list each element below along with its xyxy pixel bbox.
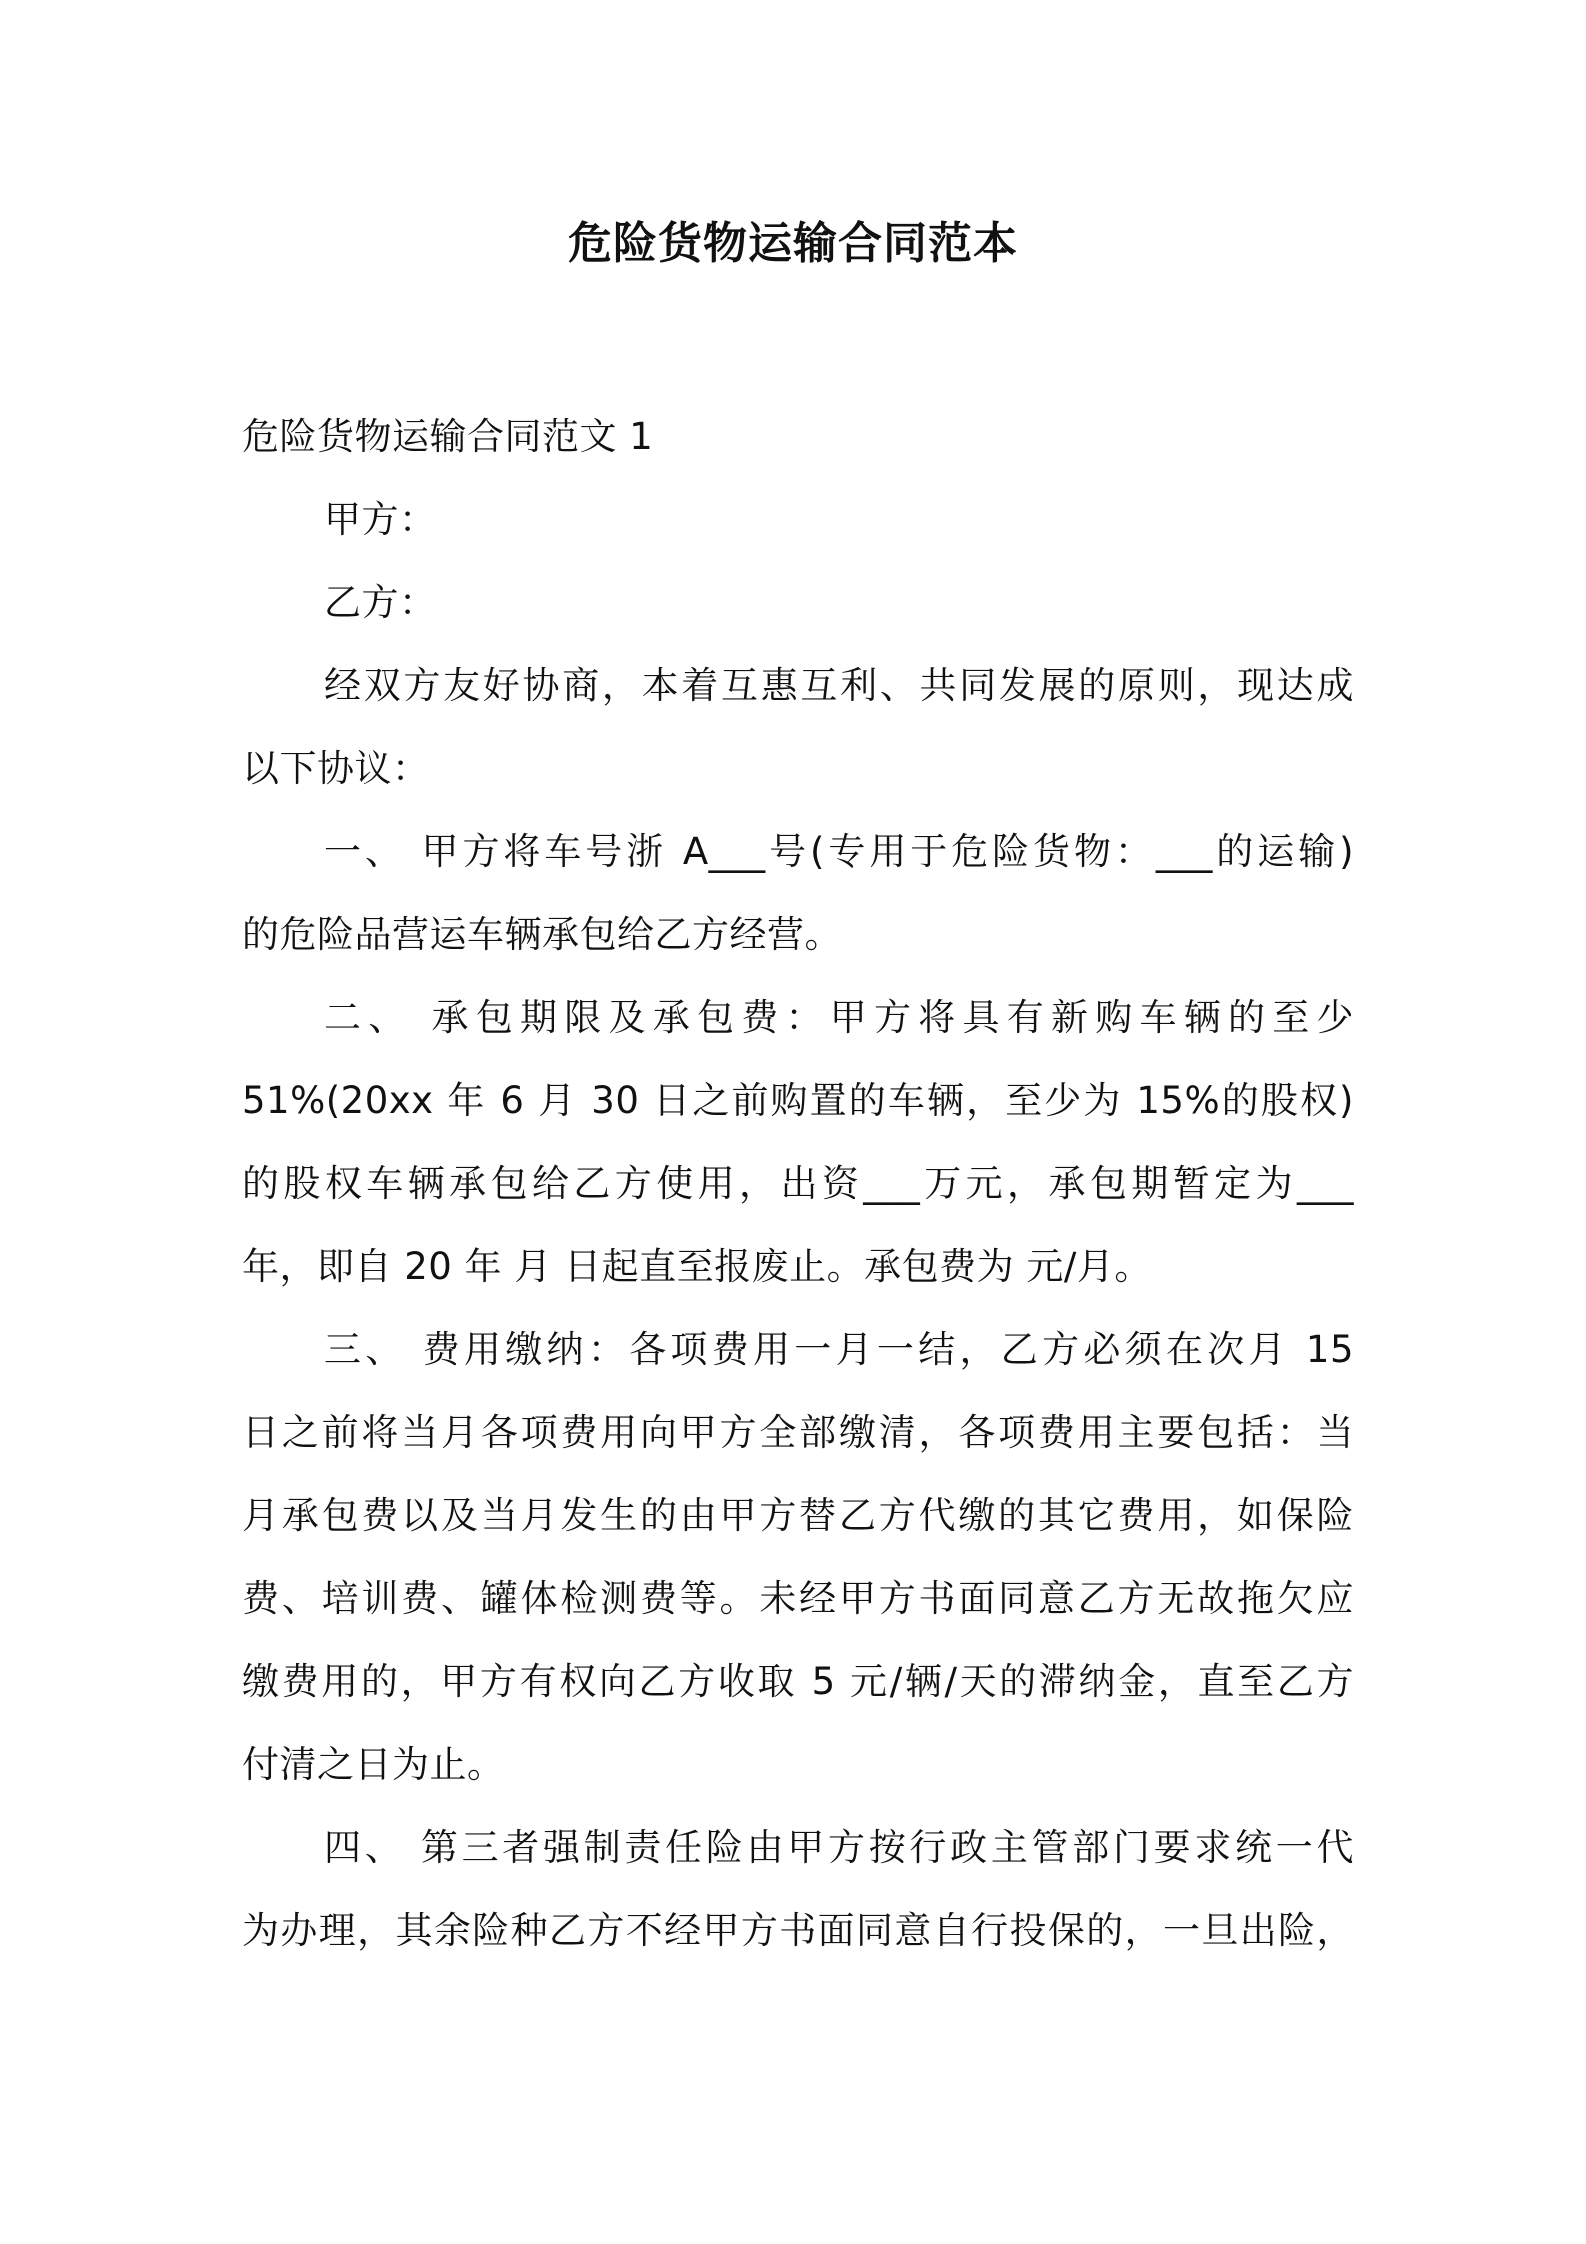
clause-two-line: 51%(20xx 年 6 月 30 日之前购置的车辆，至少为 15%的股权) xyxy=(242,1079,1354,1122)
clause-two-line: 的股权车辆承包给乙方使用，出资___万元，承包期暂定为___ xyxy=(242,1162,1354,1205)
body-line: 经双方友好协商，本着互惠互利、共同发展的原则，现达成 xyxy=(324,664,1354,707)
clause-three-line: 日之前将当月各项费用向甲方全部缴清，各项费用主要包括：当 xyxy=(242,1411,1354,1454)
clause-three-line: 缴费用的，甲方有权向乙方收取 5 元/辆/天的滞纳金，直至乙方 xyxy=(242,1660,1354,1703)
clause-three-line: 月承包费以及当月发生的由甲方替乙方代缴的其它费用，如保险 xyxy=(242,1494,1354,1537)
clause-four-line: 四、 第三者强制责任险由甲方按行政主管部门要求统一代 xyxy=(324,1826,1354,1869)
clause-three-line: 费、培训费、罐体检测费等。未经甲方书面同意乙方无故拖欠应 xyxy=(242,1577,1354,1620)
document-subtitle: 危险货物运输合同范文 1 xyxy=(242,415,654,458)
clause-two-line: 年，即自 20 年 月 日起直至报废止。承包费为 元/月。 xyxy=(242,1245,1152,1288)
party-b-label: 乙方： xyxy=(324,581,437,624)
party-a-label: 甲方： xyxy=(324,498,437,541)
clause-four-line: 为办理，其余险种乙方不经甲方书面同意自行投保的，一旦出险， xyxy=(242,1909,1354,1952)
clause-three-line: 付清之日为止。 xyxy=(242,1743,505,1786)
clause-one-line: 一、 甲方将车号浙 A___号(专用于危险货物：___的运输) xyxy=(324,830,1354,873)
body-line: 以下协议： xyxy=(242,747,430,790)
clause-three-line: 三、 费用缴纳：各项费用一月一结，乙方必须在次月 15 xyxy=(324,1328,1354,1371)
document-title: 危险货物运输合同范本 xyxy=(568,218,1018,269)
clause-two-line: 二、 承包期限及承包费：甲方将具有新购车辆的至少 xyxy=(324,996,1354,1039)
clause-one-line: 的危险品营运车辆承包给乙方经营。 xyxy=(242,913,842,956)
